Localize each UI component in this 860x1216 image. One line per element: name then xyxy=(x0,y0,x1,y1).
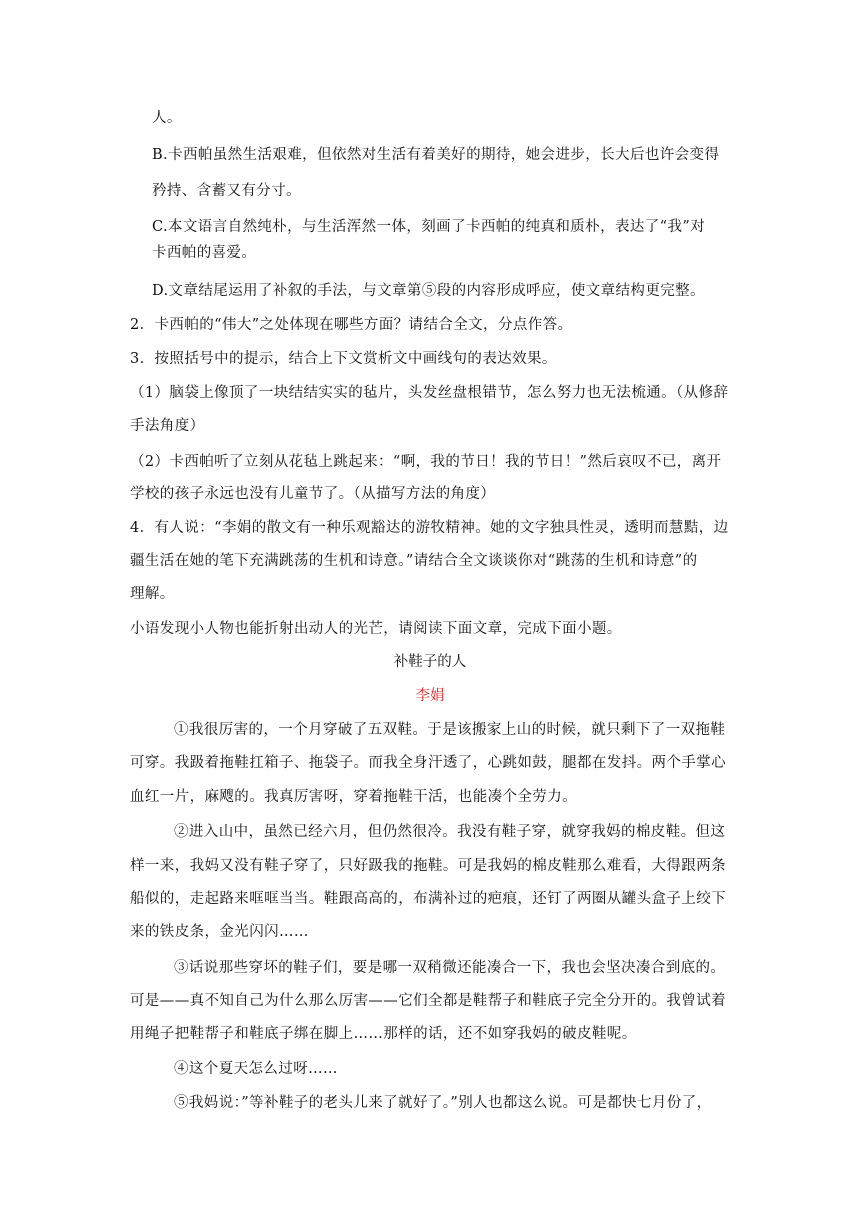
paragraph-4-line1: ④这个夏天怎么过呀…… xyxy=(174,1061,338,1077)
option-b-line2: 矜持、含蓄又有分寸。 xyxy=(152,183,301,199)
paragraph-5-line1: ⑤我妈说：”等补鞋子的老头儿来了就好了。”别人也都这么说。可是都快七月份了， xyxy=(174,1095,712,1111)
question-4-line1: 4．有人说：“李娟的散文有一种乐观豁达的游牧精神。她的文字独具性灵，透明而慧黠，边 xyxy=(130,520,729,536)
question-3: 3．按照括号中的提示，结合上下文赏析文中画线句的表达效果。 xyxy=(130,351,557,367)
paragraph-3-line2: 可是——真不知自己为什么那么厉害——它们全都是鞋帮子和鞋底子完全分开的。我曾试着 xyxy=(130,993,726,1009)
article-title: 补鞋子的人 xyxy=(393,654,467,670)
paragraph-1-line2: 可穿。我趿着拖鞋扛箱子、拖袋子。而我全身汗透了，心跳如鼓，腿都在发抖。两个手掌心 xyxy=(130,755,726,771)
paragraph-3-line1: ③话说那些穿坏的鞋子们，要是哪一双稍微还能凑合一下，我也会坚决凑合到底的。 xyxy=(174,960,726,976)
option-a-tail: 人。 xyxy=(152,110,182,126)
option-b-line1: B.卡西帕虽然生活艰难，但依然对生活有着美好的期待，她会进步，长大后也许会变得 xyxy=(152,147,720,163)
paragraph-2-line4: 来的铁皮条，金光闪闪…… xyxy=(130,924,309,940)
paragraph-1-line3: 血红一片，麻飕的。我真厉害呀，穿着拖鞋干活，也能凑个全劳力。 xyxy=(130,789,577,805)
option-c-line1: C.本文语言自然纯朴，与生活浑然一体，刻画了卡西帕的纯真和质朴，表达了“我”对 xyxy=(152,219,706,235)
paragraph-1-line1: ①我很厉害的，一个月穿破了五双鞋。于是该搬家上山的时候，就只剩下了一双拖鞋 xyxy=(174,722,726,738)
option-d-line1: D.文章结尾运用了补叙的手法，与文章第⑤段的内容形成呼应，使文章结构更完整。 xyxy=(152,283,705,299)
question-4-line3: 理解。 xyxy=(130,586,175,602)
question-4-line2: 疆生活在她的笔下充满跳荡的生机和诗意。”请结合全文谈谈你对“跳荡的生机和诗意”的 xyxy=(130,553,698,569)
article-author: 李娟 xyxy=(415,688,445,704)
question-2: 2．卡西帕的“伟大”之处体现在哪些方面？请结合全文，分点作答。 xyxy=(130,317,573,333)
question-3-1-line2: 手法角度） xyxy=(130,418,205,434)
paragraph-3-line3: 用绳子把鞋帮子和鞋底子绑在脚上……那样的话，还不如穿我妈的破皮鞋呢。 xyxy=(130,1026,637,1042)
intro-text: 小语发现小人物也能折射出动人的光芒，请阅读下面文章，完成下面小题。 xyxy=(130,621,622,637)
question-3-1-line1: （1）脑袋上像顶了一块结结实实的毡片，头发丝盘根错节，怎么努力也无法梳通。（从修辞 xyxy=(130,385,729,401)
question-3-2-line1: （2）卡西帕听了立刻从花毡上跳起来：“啊，我的节日！我的节日！”然后哀叹不已，离开 xyxy=(130,454,722,470)
option-c-line2: 卡西帕的喜爱。 xyxy=(152,245,257,261)
question-3-2-line2: 学校的孩子永远也没有儿童节了。（从描写方法的角度） xyxy=(130,486,496,502)
paragraph-2-line2: 样一来，我妈又没有鞋子穿了，只好趿我的拖鞋。可是我妈的棉皮鞋那么难看，大得跟两条 xyxy=(130,858,726,874)
paragraph-2-line1: ②进入山中，虽然已经六月，但仍然很冷。我没有鞋子穿，就穿我妈的棉皮鞋。但这 xyxy=(174,824,726,840)
paragraph-2-line3: 船似的，走起路来哐哐当当。鞋跟高高的，布满补过的疤痕，还钉了两圈从罐头盒子上绞下 xyxy=(130,891,726,907)
